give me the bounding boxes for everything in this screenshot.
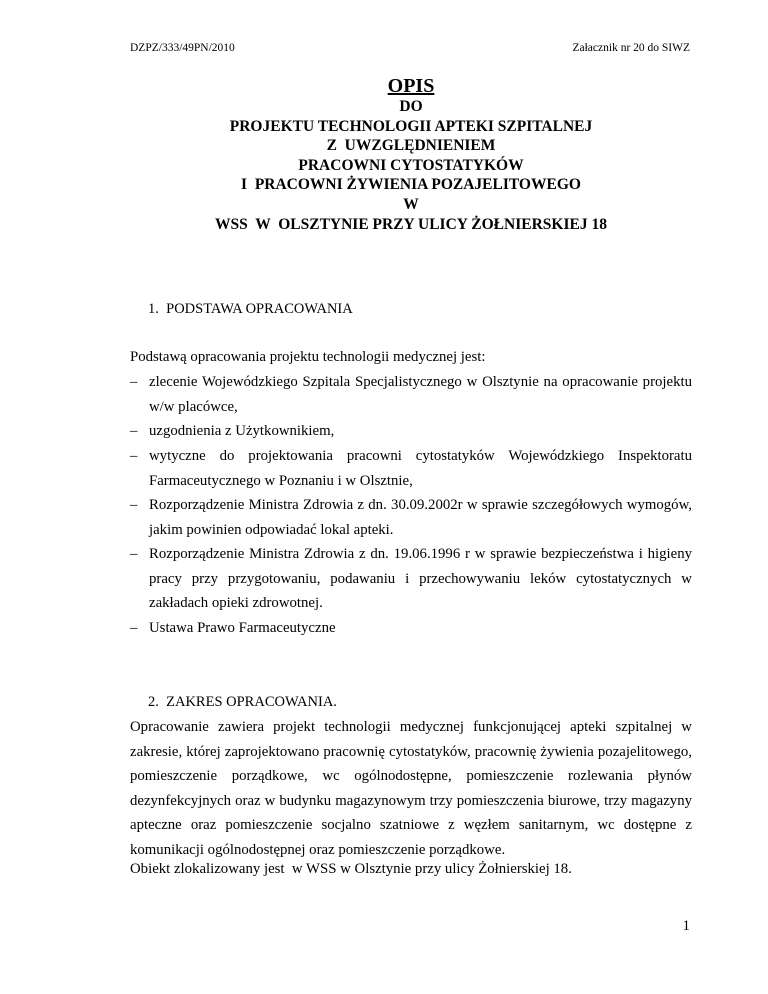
title-line: Z UWZGLĘDNIENIEM [326, 137, 496, 155]
list-item-text: Ustawa Prawo Farmaceutyczne [149, 620, 336, 636]
title-line: DO [399, 98, 423, 115]
list-item [130, 444, 692, 493]
list-item-text: Rozporządzenie Ministra Zdrowia z dn. 19.06.1996 r w sprawie bezpieczeństwa i higieny pracy przy przygotowaniu, podawaniu i przechowywaniu leków cytostatycznych w zakładach opieki zdrowotnej. [149, 546, 692, 611]
header-reference: DZPZ/333/49PN/2010 [130, 42, 235, 54]
bullet-dash: – [130, 497, 138, 513]
title-line: PROJEKTU TECHNOLOGII APTEKI SZPITALNEJ [229, 117, 593, 135]
list-item-text: zlecenie Wojewódzkiego Szpitala Specjalistycznego w Olsztynie na opracowanie projektu w/w placówce, [149, 374, 692, 415]
title-line: WSS W OLSZTYNIE PRZY ULICY ŻOŁNIERSKIEJ 18 [215, 215, 607, 233]
section-2-heading: 2. ZAKRES OPRACOWANIA. [148, 694, 337, 710]
section-1-intro: Podstawą opracowania projektu technologii medycznej jest: [130, 349, 486, 365]
header-attachment: Załacznik nr 20 do SIWZ [572, 42, 690, 54]
bullet-dash: – [130, 448, 138, 464]
section-2-paragraph: Opracowanie zawiera projekt technologii medycznej funkcjonującej apteki szpitalnej w zakresie, której zaprojektowano pracownię cytostatyków, pracownię żywienia pozajelitowego, pomieszczenie porządkowe, wc ogólnodostępne, pomieszczenie rozlewania płynów dezynfekcyjnych oraz w budynku magazynowym trzy pomieszczenia biurowe, trzy magazyny apteczne oraz pomieszczenie socjalno szatniowe z węzłem sanitarnym, wc dostępne z komunikacji ogólnodostępnej oraz pomieszczenie porządkowe. [130, 719, 692, 858]
page-number: 1 [682, 918, 690, 934]
title-line: I PRACOWNI ŻYWIENIA POZAJELITOWEGO [241, 176, 581, 194]
list-item [130, 542, 692, 616]
section-2-location: Obiekt zlokalizowany jest w WSS w Olsztynie przy ulicy Żołnierskiej 18. [130, 861, 572, 877]
bullet-dash: – [130, 423, 138, 439]
list-item [130, 493, 692, 542]
list-item [130, 419, 692, 444]
title-line: PRACOWNI CYTOSTATYKÓW [298, 156, 524, 174]
section-1-heading: 1. PODSTAWA OPRACOWANIA [148, 301, 353, 317]
list-item-text: Rozporządzenie Ministra Zdrowia z dn. 30.09.2002r w sprawie szczegółowych wymogów, jakim powinien odpowiadać lokal apteki. [149, 497, 692, 538]
title-line: W [403, 195, 419, 213]
list-item [130, 616, 692, 641]
list-item [130, 370, 692, 419]
title-main: OPIS [387, 75, 435, 97]
bullet-dash: – [130, 546, 138, 562]
bullet-dash: – [130, 620, 138, 636]
bullet-dash: – [130, 374, 138, 390]
list-item-text: wytyczne do projektowania pracowni cytostatyków Wojewódzkiego Inspektoratu Farmaceutycznego w Poznaniu i w Olsztnie, [149, 448, 692, 489]
document-title [130, 75, 692, 234]
list-item-text: uzgodnienia z Użytkownikiem, [149, 423, 335, 439]
